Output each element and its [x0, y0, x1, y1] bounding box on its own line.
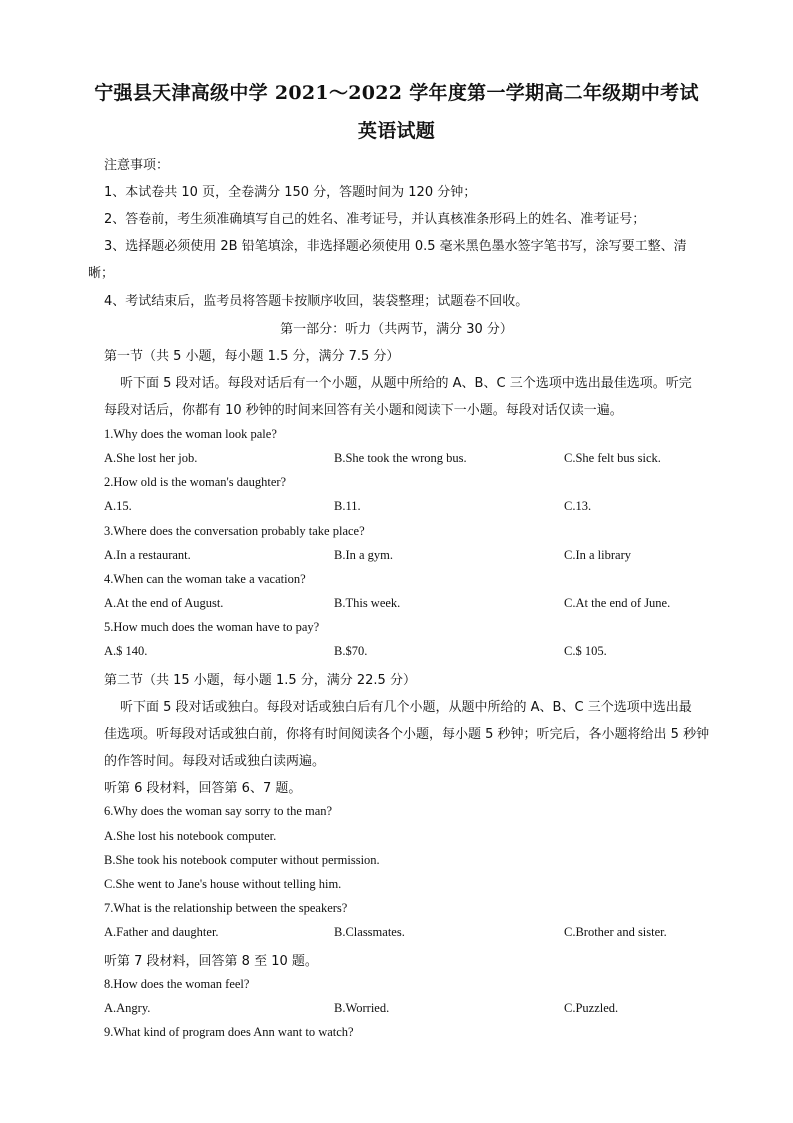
material-instruction: 听第 7 段材料，回答第 8 至 10 题。 — [104, 954, 318, 969]
option-a: A.She lost her job. — [104, 451, 198, 465]
option-b: B.Classmates. — [334, 925, 405, 939]
option-c: C.At the end of June. — [564, 596, 671, 610]
question-stem: 9.What kind of program does Ann want to watch? — [104, 1025, 354, 1039]
section1-heading: 第一节（共 5 小题，每小题 1.5 分，满分 7.5 分） — [104, 349, 400, 364]
option-a: A.$ 140. — [104, 644, 148, 658]
option-b: B.11. — [334, 499, 361, 513]
option-b: B.In a gym. — [334, 548, 394, 562]
exam-subtitle: 英语试题 — [357, 120, 436, 142]
exam-title: 宁强县天津高级中学 2021～2022 学年度第一学期高二年级期中考试 — [94, 82, 699, 104]
option-b: B.This week. — [334, 596, 401, 610]
option-a: A.Angry. — [104, 1001, 151, 1015]
option-b: B.$70. — [334, 644, 368, 658]
section2-instruction: 佳选项。听每段对话或独白前，你将有时间阅读各个小题，每小题 5 秒钟；听完后，各小题将给出 5 秒钟 — [104, 727, 710, 742]
option-a: A.She lost his notebook computer. — [104, 829, 277, 843]
notes-item: 3、选择题必须使用 2B 铅笔填涂，非选择题必须使用 0.5 毫米黑色墨水签字笔书写，涂写要工整、清 — [104, 239, 687, 254]
option-b: B.Worried. — [334, 1001, 390, 1015]
option-a: A.15. — [104, 499, 132, 513]
section2-heading: 第二节（共 15 小题，每小题 1.5 分，满分 22.5 分） — [104, 673, 416, 688]
notes-item: 4、考试结束后，监考员将答题卡按顺序收回，装袋整理；试题卷不回收。 — [104, 294, 529, 309]
option-a: A.Father and daughter. — [104, 925, 219, 939]
notes-item: 2、答卷前，考生须准确填写自己的姓名、准考证号，并认真核准条形码上的姓名、准考证号； — [104, 212, 646, 227]
question-stem: 2.How old is the woman's daughter? — [104, 475, 287, 489]
option-b: B.She took his notebook computer without permission. — [104, 853, 380, 867]
material-instruction: 听第 6 段材料，回答第 6、7 题。 — [104, 781, 302, 796]
notes-item: 1、本试卷共 10 页，全卷满分 150 分，答题时间为 120 分钟； — [104, 185, 477, 200]
option-c: C.In a library — [564, 548, 631, 562]
section2-instruction: 听下面 5 段对话或独白。每段对话或独白后有几个小题，从题中所给的 A、B、C 三个选项中选出最 — [120, 700, 692, 715]
option-c: C.$ 105. — [564, 644, 607, 658]
option-c: C.Puzzled. — [564, 1001, 619, 1015]
question-stem: 8.How does the woman feel? — [104, 977, 250, 991]
question-stem: 6.Why does the woman say sorry to the man? — [104, 804, 333, 818]
question-stem: 5.How much does the woman have to pay? — [104, 620, 320, 634]
part1-heading: 第一部分：听力（共两节，满分 30 分） — [280, 322, 513, 337]
section1-instruction: 每段对话后，你都有 10 秒钟的时间来回答有关小题和阅读下一小题。每段对话仅读一遍。 — [104, 403, 623, 418]
question-stem: 7.What is the relationship between the speakers? — [104, 901, 348, 915]
question-stem: 4.When can the woman take a vacation? — [104, 572, 306, 586]
option-c: C.Brother and sister. — [564, 925, 667, 939]
option-a: A.In a restaurant. — [104, 548, 191, 562]
notes-heading: 注意事项： — [104, 158, 170, 173]
section2-instruction: 的作答时间。每段对话或独白读两遍。 — [104, 754, 326, 769]
option-c: C.She went to Jane's house without telling him. — [104, 877, 342, 891]
question-stem: 1.Why does the woman look pale? — [104, 427, 277, 441]
question-stem: 3.Where does the conversation probably take place? — [104, 524, 365, 538]
option-c: C.13. — [564, 499, 592, 513]
option-c: C.She felt bus sick. — [564, 451, 661, 465]
option-a: A.At the end of August. — [104, 596, 224, 610]
notes-item: 晰； — [88, 266, 115, 281]
section1-instruction: 听下面 5 段对话。每段对话后有一个小题，从题中所给的 A、B、C 三个选项中选出最佳选项。听完 — [120, 376, 692, 391]
option-b: B.She took the wrong bus. — [334, 451, 467, 465]
